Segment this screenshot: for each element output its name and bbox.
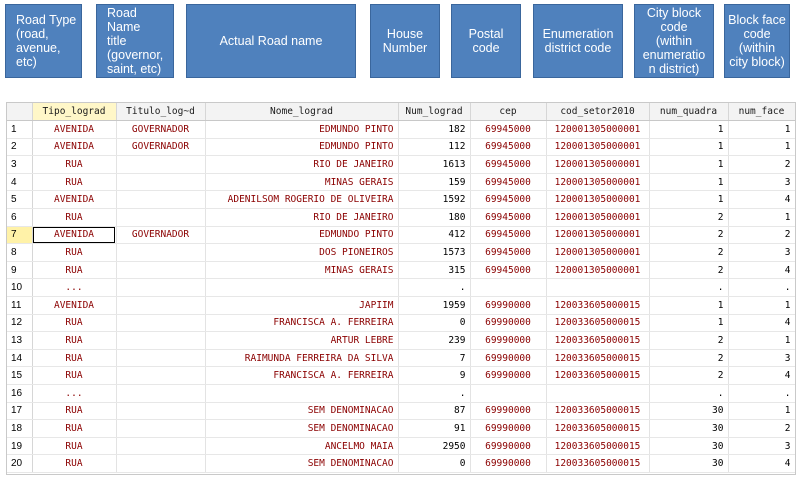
- table-row[interactable]: [7, 420, 795, 438]
- cell-num-lograd[interactable]: 315: [398, 261, 470, 279]
- cell-num-quadra[interactable]: 1: [649, 138, 728, 156]
- cell-titulo-lograd[interactable]: [116, 297, 205, 315]
- cell-num-lograd[interactable]: 1959: [398, 297, 470, 315]
- cell-titulo-lograd[interactable]: [116, 332, 205, 350]
- cell-num-lograd[interactable]: .: [398, 385, 470, 403]
- cell-num-lograd[interactable]: 1613: [398, 156, 470, 174]
- data-browser-grid[interactable]: [6, 102, 796, 475]
- cell-nome-lograd[interactable]: ADENILSOM ROGERIO DE OLIVEIRA: [205, 191, 398, 209]
- cell-num-face[interactable]: 3: [728, 437, 795, 455]
- column-header-cep[interactable]: cep: [470, 103, 546, 121]
- cell-tipo-lograd[interactable]: RUA: [32, 173, 116, 191]
- table-row[interactable]: [7, 191, 795, 209]
- row-number[interactable]: 6: [7, 209, 32, 227]
- cell-cod-setor[interactable]: [546, 279, 649, 297]
- cell-titulo-lograd[interactable]: [116, 244, 205, 262]
- cell-cod-setor[interactable]: 120033605000015: [546, 314, 649, 332]
- row-number-header: [7, 103, 32, 121]
- data-table: [7, 103, 796, 473]
- cell-tipo-lograd[interactable]: ...: [32, 385, 116, 403]
- row-number[interactable]: 7: [7, 226, 32, 244]
- cell-cep[interactable]: 69945000: [470, 244, 546, 262]
- cell-nome-lograd[interactable]: JAPIIM: [205, 297, 398, 315]
- cell-num-face[interactable]: 4: [728, 367, 795, 385]
- cell-cep[interactable]: 69990000: [470, 367, 546, 385]
- table-row[interactable]: [7, 437, 795, 455]
- cell-num-quadra[interactable]: .: [649, 279, 728, 297]
- cell-num-face[interactable]: 1: [728, 121, 795, 139]
- cell-titulo-lograd[interactable]: GOVERNADOR: [116, 226, 205, 244]
- annotation-postal-code: Postal code: [451, 4, 521, 78]
- cell-num-face[interactable]: .: [728, 279, 795, 297]
- cell-num-quadra[interactable]: 1: [649, 156, 728, 174]
- cell-cep[interactable]: [470, 279, 546, 297]
- cell-num-quadra[interactable]: 2: [649, 332, 728, 350]
- row-number[interactable]: 10: [7, 279, 32, 297]
- cell-titulo-lograd[interactable]: [116, 349, 205, 367]
- cell-nome-lograd[interactable]: SEM DENOMINACAO: [205, 402, 398, 420]
- row-number[interactable]: 3: [7, 156, 32, 174]
- table-row[interactable]: [7, 244, 795, 262]
- cell-cod-setor[interactable]: 120033605000015: [546, 437, 649, 455]
- cell-cod-setor[interactable]: 120033605000015: [546, 455, 649, 473]
- cell-cep[interactable]: 69945000: [470, 138, 546, 156]
- cell-titulo-lograd[interactable]: [116, 261, 205, 279]
- cell-cep[interactable]: 69990000: [470, 332, 546, 350]
- header-row: [7, 103, 795, 121]
- cell-nome-lograd[interactable]: MINAS GERAIS: [205, 261, 398, 279]
- column-header-num-lograd[interactable]: Num_lograd: [398, 103, 470, 121]
- cell-cod-setor[interactable]: 120001305000001: [546, 244, 649, 262]
- cell-tipo-lograd[interactable]: RUA: [32, 402, 116, 420]
- cell-num-face[interactable]: 2: [728, 156, 795, 174]
- cell-num-quadra[interactable]: 30: [649, 420, 728, 438]
- cell-cod-setor[interactable]: 120033605000015: [546, 402, 649, 420]
- row-number[interactable]: 4: [7, 173, 32, 191]
- table-row[interactable]: [7, 402, 795, 420]
- cell-num-face[interactable]: 3: [728, 173, 795, 191]
- cell-nome-lograd[interactable]: RAIMUNDA FERREIRA DA SILVA: [205, 349, 398, 367]
- cell-cep[interactable]: [470, 385, 546, 403]
- cell-cod-setor[interactable]: 120033605000015: [546, 297, 649, 315]
- cell-cep[interactable]: 69945000: [470, 261, 546, 279]
- cell-num-lograd[interactable]: 0: [398, 455, 470, 473]
- cell-titulo-lograd[interactable]: [116, 437, 205, 455]
- cell-num-lograd[interactable]: 1573: [398, 244, 470, 262]
- row-number[interactable]: 13: [7, 332, 32, 350]
- cell-cep[interactable]: 69945000: [470, 191, 546, 209]
- cell-cep[interactable]: 69945000: [470, 156, 546, 174]
- cell-num-lograd[interactable]: 0: [398, 314, 470, 332]
- table-row[interactable]: [7, 455, 795, 473]
- cell-num-lograd[interactable]: 180: [398, 209, 470, 227]
- cell-cep[interactable]: 69945000: [470, 173, 546, 191]
- cell-num-lograd[interactable]: 9: [398, 367, 470, 385]
- cell-nome-lograd[interactable]: FRANCISCA A. FERREIRA: [205, 314, 398, 332]
- table-row[interactable]: [7, 297, 795, 315]
- row-number[interactable]: 19: [7, 437, 32, 455]
- row-number[interactable]: 14: [7, 349, 32, 367]
- table-row[interactable]: [7, 261, 795, 279]
- cell-tipo-lograd[interactable]: AVENIDA: [32, 297, 116, 315]
- column-header-num-quadra[interactable]: num_quadra: [649, 103, 728, 121]
- cell-titulo-lograd[interactable]: [116, 173, 205, 191]
- cell-num-quadra[interactable]: 1: [649, 191, 728, 209]
- column-header-nome-lograd[interactable]: Nome_lograd: [205, 103, 398, 121]
- cell-tipo-lograd[interactable]: AVENIDA: [32, 191, 116, 209]
- cell-tipo-lograd[interactable]: RUA: [32, 244, 116, 262]
- cell-cep[interactable]: 69990000: [470, 314, 546, 332]
- cell-tipo-lograd[interactable]: RUA: [32, 367, 116, 385]
- column-header-tipo-lograd[interactable]: Tipo_lograd: [32, 103, 116, 121]
- table-row[interactable]: [7, 279, 795, 297]
- cell-num-quadra[interactable]: 30: [649, 455, 728, 473]
- cell-num-quadra[interactable]: 2: [649, 261, 728, 279]
- cell-cep[interactable]: 69990000: [470, 437, 546, 455]
- cell-num-quadra[interactable]: 30: [649, 402, 728, 420]
- cell-num-quadra[interactable]: 1: [649, 121, 728, 139]
- cell-num-quadra[interactable]: 2: [649, 349, 728, 367]
- cell-num-quadra[interactable]: 1: [649, 173, 728, 191]
- cell-cod-setor[interactable]: 120001305000001: [546, 138, 649, 156]
- cell-nome-lograd[interactable]: FRANCISCA A. FERREIRA: [205, 367, 398, 385]
- table-row[interactable]: [7, 367, 795, 385]
- cell-nome-lograd[interactable]: EDMUNDO PINTO: [205, 226, 398, 244]
- cell-cod-setor[interactable]: [546, 385, 649, 403]
- cell-num-face[interactable]: 3: [728, 349, 795, 367]
- table-row[interactable]: [7, 385, 795, 403]
- cell-num-lograd[interactable]: 91: [398, 420, 470, 438]
- row-number[interactable]: 1: [7, 121, 32, 139]
- cell-num-quadra[interactable]: 1: [649, 297, 728, 315]
- cell-tipo-lograd[interactable]: RUA: [32, 349, 116, 367]
- cell-tipo-lograd[interactable]: RUA: [32, 261, 116, 279]
- cell-cod-setor[interactable]: 120001305000001: [546, 261, 649, 279]
- cell-num-face[interactable]: 1: [728, 402, 795, 420]
- cell-titulo-lograd[interactable]: [116, 420, 205, 438]
- cell-titulo-lograd[interactable]: [116, 191, 205, 209]
- cell-num-face[interactable]: 2: [728, 420, 795, 438]
- cell-tipo-lograd[interactable]: RUA: [32, 314, 116, 332]
- row-number[interactable]: 9: [7, 261, 32, 279]
- cell-num-face[interactable]: 2: [728, 226, 795, 244]
- cell-cep[interactable]: 69945000: [470, 121, 546, 139]
- cell-num-lograd[interactable]: .: [398, 279, 470, 297]
- cell-cep[interactable]: 69990000: [470, 402, 546, 420]
- cell-num-quadra[interactable]: 30: [649, 437, 728, 455]
- cell-titulo-lograd[interactable]: [116, 209, 205, 227]
- cell-cep[interactable]: 69990000: [470, 297, 546, 315]
- cell-nome-lograd[interactable]: SEM DENOMINACAO: [205, 420, 398, 438]
- cell-titulo-lograd[interactable]: [116, 156, 205, 174]
- column-header-cod-setor[interactable]: cod_setor2010: [546, 103, 649, 121]
- cell-tipo-lograd[interactable]: RUA: [32, 332, 116, 350]
- cell-num-face[interactable]: 4: [728, 261, 795, 279]
- cell-cod-setor[interactable]: 120033605000015: [546, 349, 649, 367]
- cell-nome-lograd[interactable]: DOS PIONEIROS: [205, 244, 398, 262]
- cell-titulo-lograd[interactable]: [116, 314, 205, 332]
- table-row[interactable]: [7, 226, 795, 244]
- cell-titulo-lograd[interactable]: [116, 455, 205, 473]
- cell-tipo-lograd[interactable]: RUA: [32, 437, 116, 455]
- cell-cep[interactable]: 69990000: [470, 349, 546, 367]
- row-number[interactable]: 16: [7, 385, 32, 403]
- table-row[interactable]: [7, 173, 795, 191]
- column-header-num-face[interactable]: num_face: [728, 103, 795, 121]
- cell-cod-setor[interactable]: 120001305000001: [546, 209, 649, 227]
- cell-num-lograd[interactable]: 7: [398, 349, 470, 367]
- cell-num-lograd[interactable]: 2950: [398, 437, 470, 455]
- cell-cod-setor[interactable]: 120001305000001: [546, 156, 649, 174]
- cell-tipo-lograd[interactable]: AVENIDA: [32, 138, 116, 156]
- table-row[interactable]: [7, 332, 795, 350]
- table-row[interactable]: [7, 209, 795, 227]
- annotation-road-type: Road Type (road, avenue, etc): [5, 4, 82, 78]
- cell-tipo-lograd[interactable]: RUA: [32, 209, 116, 227]
- row-number[interactable]: 8: [7, 244, 32, 262]
- cell-nome-lograd[interactable]: [205, 279, 398, 297]
- cell-titulo-lograd[interactable]: [116, 367, 205, 385]
- row-number[interactable]: 18: [7, 420, 32, 438]
- cell-num-quadra[interactable]: 2: [649, 367, 728, 385]
- cell-nome-lograd[interactable]: RIO DE JANEIRO: [205, 156, 398, 174]
- row-number[interactable]: 12: [7, 314, 32, 332]
- cell-nome-lograd[interactable]: [205, 385, 398, 403]
- annotation-road-title: Road Name title (governor, saint, etc): [96, 4, 174, 78]
- cell-tipo-lograd[interactable]: RUA: [32, 420, 116, 438]
- cell-num-quadra[interactable]: 1: [649, 314, 728, 332]
- cell-cod-setor[interactable]: 120001305000001: [546, 121, 649, 139]
- table-row[interactable]: [7, 156, 795, 174]
- cell-cod-setor[interactable]: 120033605000015: [546, 367, 649, 385]
- cell-nome-lograd[interactable]: SEM DENOMINACAO: [205, 455, 398, 473]
- cell-titulo-lograd[interactable]: [116, 402, 205, 420]
- cell-num-quadra[interactable]: 2: [649, 226, 728, 244]
- cell-num-face[interactable]: 4: [728, 314, 795, 332]
- cell-num-face[interactable]: .: [728, 385, 795, 403]
- row-number[interactable]: 2: [7, 138, 32, 156]
- annotation-enumeration-code: Enumeration district code: [533, 4, 623, 78]
- cell-num-face[interactable]: 4: [728, 191, 795, 209]
- cell-cep[interactable]: 69945000: [470, 226, 546, 244]
- cell-cep[interactable]: 69990000: [470, 420, 546, 438]
- cell-tipo-lograd[interactable]: ...: [32, 279, 116, 297]
- cell-num-quadra[interactable]: 2: [649, 244, 728, 262]
- cell-tipo-lograd[interactable]: AVENIDA: [32, 121, 116, 139]
- cell-num-lograd[interactable]: 412: [398, 226, 470, 244]
- cell-titulo-lograd[interactable]: [116, 279, 205, 297]
- cell-num-quadra[interactable]: 2: [649, 209, 728, 227]
- cell-num-face[interactable]: 1: [728, 209, 795, 227]
- row-number[interactable]: 17: [7, 402, 32, 420]
- row-number[interactable]: 5: [7, 191, 32, 209]
- cell-nome-lograd[interactable]: EDMUNDO PINTO: [205, 138, 398, 156]
- cell-num-face[interactable]: 3: [728, 244, 795, 262]
- row-number[interactable]: 11: [7, 297, 32, 315]
- cell-num-face[interactable]: 4: [728, 455, 795, 473]
- cell-num-face[interactable]: 1: [728, 332, 795, 350]
- cell-titulo-lograd[interactable]: GOVERNADOR: [116, 138, 205, 156]
- row-number[interactable]: 20: [7, 455, 32, 473]
- table-row[interactable]: [7, 349, 795, 367]
- table-row[interactable]: [7, 314, 795, 332]
- cell-cod-setor[interactable]: 120001305000001: [546, 173, 649, 191]
- annotation-road-name: Actual Road name: [186, 4, 356, 78]
- annotation-house-number: House Number: [370, 4, 440, 78]
- column-header-titulo-lograd[interactable]: Titulo_log~d: [116, 103, 205, 121]
- table-row[interactable]: [7, 121, 795, 139]
- cell-num-lograd[interactable]: 1592: [398, 191, 470, 209]
- cell-num-lograd[interactable]: 239: [398, 332, 470, 350]
- cell-num-lograd[interactable]: 87: [398, 402, 470, 420]
- cell-num-lograd[interactable]: 112: [398, 138, 470, 156]
- cell-cod-setor[interactable]: 120001305000001: [546, 226, 649, 244]
- cell-tipo-lograd[interactable]: AVENIDA: [32, 226, 116, 244]
- cell-num-face[interactable]: 1: [728, 297, 795, 315]
- cell-num-lograd[interactable]: 159: [398, 173, 470, 191]
- cell-nome-lograd[interactable]: EDMUNDO PINTO: [205, 121, 398, 139]
- cell-nome-lograd[interactable]: RIO DE JANEIRO: [205, 209, 398, 227]
- cell-cod-setor[interactable]: 120033605000015: [546, 332, 649, 350]
- cell-num-quadra[interactable]: .: [649, 385, 728, 403]
- cell-tipo-lograd[interactable]: RUA: [32, 455, 116, 473]
- cell-cep[interactable]: 69990000: [470, 455, 546, 473]
- cell-nome-lograd[interactable]: ANCELMO MAIA: [205, 437, 398, 455]
- cell-num-lograd[interactable]: 182: [398, 121, 470, 139]
- cell-titulo-lograd[interactable]: [116, 385, 205, 403]
- cell-cod-setor[interactable]: 120001305000001: [546, 191, 649, 209]
- cell-cep[interactable]: 69945000: [470, 209, 546, 227]
- cell-num-face[interactable]: 1: [728, 138, 795, 156]
- cell-tipo-lograd[interactable]: RUA: [32, 156, 116, 174]
- row-number[interactable]: 15: [7, 367, 32, 385]
- cell-nome-lograd[interactable]: ARTUR LEBRE: [205, 332, 398, 350]
- annotation-block-face-code: Block face code (within city block): [724, 4, 790, 78]
- cell-titulo-lograd[interactable]: GOVERNADOR: [116, 121, 205, 139]
- table-body: [7, 121, 795, 473]
- cell-cod-setor[interactable]: 120033605000015: [546, 420, 649, 438]
- cell-nome-lograd[interactable]: MINAS GERAIS: [205, 173, 398, 191]
- annotation-city-block-code: City block code (within enumeratio n district): [634, 4, 714, 78]
- table-row[interactable]: [7, 138, 795, 156]
